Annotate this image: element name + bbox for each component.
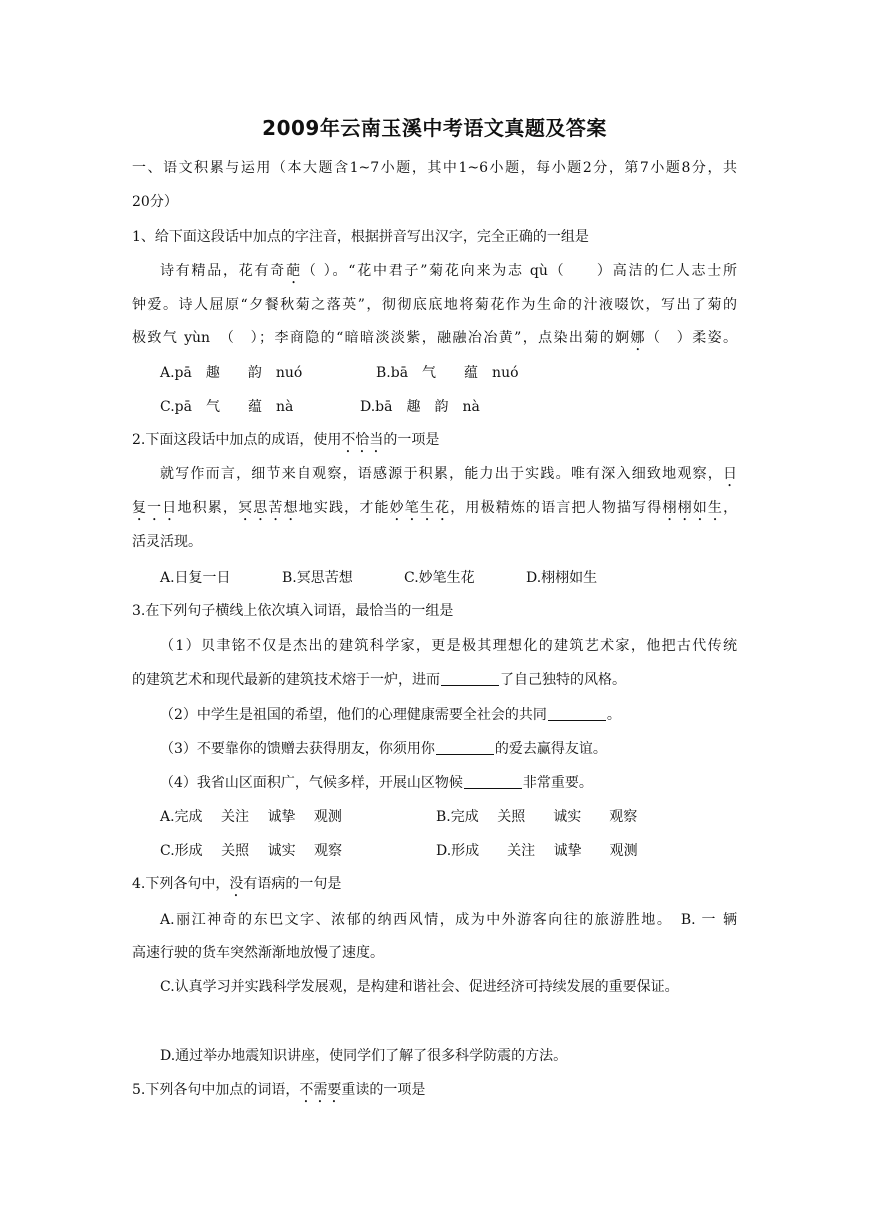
dotted-char: 葩	[286, 263, 302, 279]
option-b: B.完成 关照 诚实 观察	[436, 809, 638, 825]
dotted-idiom: 复一日	[132, 500, 178, 516]
question-4-option-a: A.丽江神奇的东巴文字、浓郁的纳西风情，成为中外游客向往的旅游胜地。 B. 一 辆	[160, 912, 737, 928]
page-title: 2009年云南玉溪中考语文真题及答案	[262, 116, 607, 140]
question-1-passage-line: 钟爱。诗人屈原“夕餐秋菊之落英”，彻彻底底地将菊花作为生命的汁液啜饮，写出了菊的	[132, 297, 737, 313]
question-3-sentence-4: （4）我省山区面积广，气候多样，开展山区物候 非常重要。	[160, 775, 593, 791]
option-d: D.形成 关注 诚挚 观测	[436, 843, 638, 859]
question-3-stem: 3.在下列句子横线上依次填入词语，最恰当的一组是	[132, 603, 454, 619]
fill-blank	[548, 706, 606, 721]
fill-blank	[436, 740, 494, 755]
option-b: B.冥思苦想	[282, 570, 353, 586]
dotted-idiom: 冥思苦想	[238, 500, 299, 516]
option-a: A.pā 趣 韵 nuó	[160, 365, 303, 381]
question-2-passage-line: 复一日地积累，冥思苦想地实践，才能妙笔生花，用极精炼的语言把人物描写得栩栩如生，	[132, 500, 738, 516]
option-c: C.pā 气 蕴 nà	[160, 399, 294, 415]
question-1-stem: 1、给下面这段话中加点的字注音，根据拼音写出汉字，完全正确的一组是	[132, 229, 589, 245]
option-b: B.bā 气 蕴 nuó	[376, 365, 519, 381]
question-3-sentence-1: （1）贝聿铭不仅是杰出的建筑科学家，更是极其理想化的建筑艺术家，他把古代传统	[160, 638, 737, 654]
option-c: C.妙笔生花	[404, 570, 475, 586]
option-d: D.bā 趣 韵 nà	[360, 399, 480, 415]
section-heading: 一、语文积累与运用（本大题含1~7小题，其中1~6小题，每小题2分，第7小题8分，共	[132, 160, 737, 176]
question-3-sentence-2: （2）中学生是祖国的希望，他们的心理健康需要全社会的共同 。	[160, 707, 621, 723]
question-4-option-d: D.通过举办地震知识讲座，使同学们了解了很多科学防震的方法。	[160, 1048, 568, 1064]
question-4-option-c: C.认真学习并实践科学发展观，是构建和谐社会、促进经济可持续发展的重要保证。	[160, 979, 679, 995]
dotted-text: 没	[229, 876, 244, 892]
question-3-options	[160, 807, 637, 827]
question-1-passage-line: 极致气 yùn （ ）；李商隐的“暗暗淡淡紫，融融冶冶黄”，点染出菊的婀娜（ ）柔姿。	[132, 330, 738, 346]
option-a: A.完成 关注 诚挚 观测	[160, 809, 342, 825]
question-5-stem: 5.下列各句中加点的词语，不需要重读的一项是	[132, 1082, 426, 1098]
section-heading-cont: 20分）	[132, 194, 178, 210]
option-c: C.形成 关照 诚实 观察	[160, 843, 343, 859]
question-2-passage-line: 活灵活现。	[132, 534, 202, 550]
dotted-idiom: 栩栩如生	[662, 500, 724, 516]
question-1-options	[160, 397, 480, 417]
question-1-options	[160, 363, 519, 383]
question-2-options	[160, 568, 597, 588]
dotted-idiom: 妙笔生花	[389, 500, 451, 516]
question-3-sentence-1-cont: 的建筑艺术和现代最新的建筑技术熔于一炉，进而 了自己独特的风格。	[132, 672, 626, 688]
question-4-stem: 4.下列各句中，没有语病的一句是	[132, 876, 342, 892]
option-a: A.日复一日	[160, 570, 231, 586]
dotted-text: 不需要	[299, 1082, 342, 1098]
fill-blank	[441, 671, 499, 686]
question-4-option-b: 高速行驶的货车突然渐渐地放慢了速度。	[132, 945, 384, 961]
question-2-passage-line: 就写作而言，细节来自观察，语感源于积累，能力出于实践。唯有深入细致地观察，日	[160, 466, 737, 482]
dotted-text: 不恰当	[341, 432, 384, 448]
fill-blank	[464, 774, 522, 789]
question-2-stem: 2.下面这段话中加点的成语，使用不恰当的一项是	[132, 432, 440, 448]
question-3-options	[160, 841, 638, 861]
option-d: D.栩栩如生	[526, 570, 598, 586]
dotted-char: 娜	[630, 330, 646, 346]
question-1-passage-line: 诗有精品，花有奇葩（ ）。“花中君子”菊花向来为志 qù（ ）高洁的仁人志士所	[160, 263, 737, 279]
question-3-sentence-3: （3）不要靠你的馈赠去获得朋友，你须用你 的爱去赢得友谊。	[160, 741, 607, 757]
dotted-idiom: 日	[723, 466, 737, 482]
